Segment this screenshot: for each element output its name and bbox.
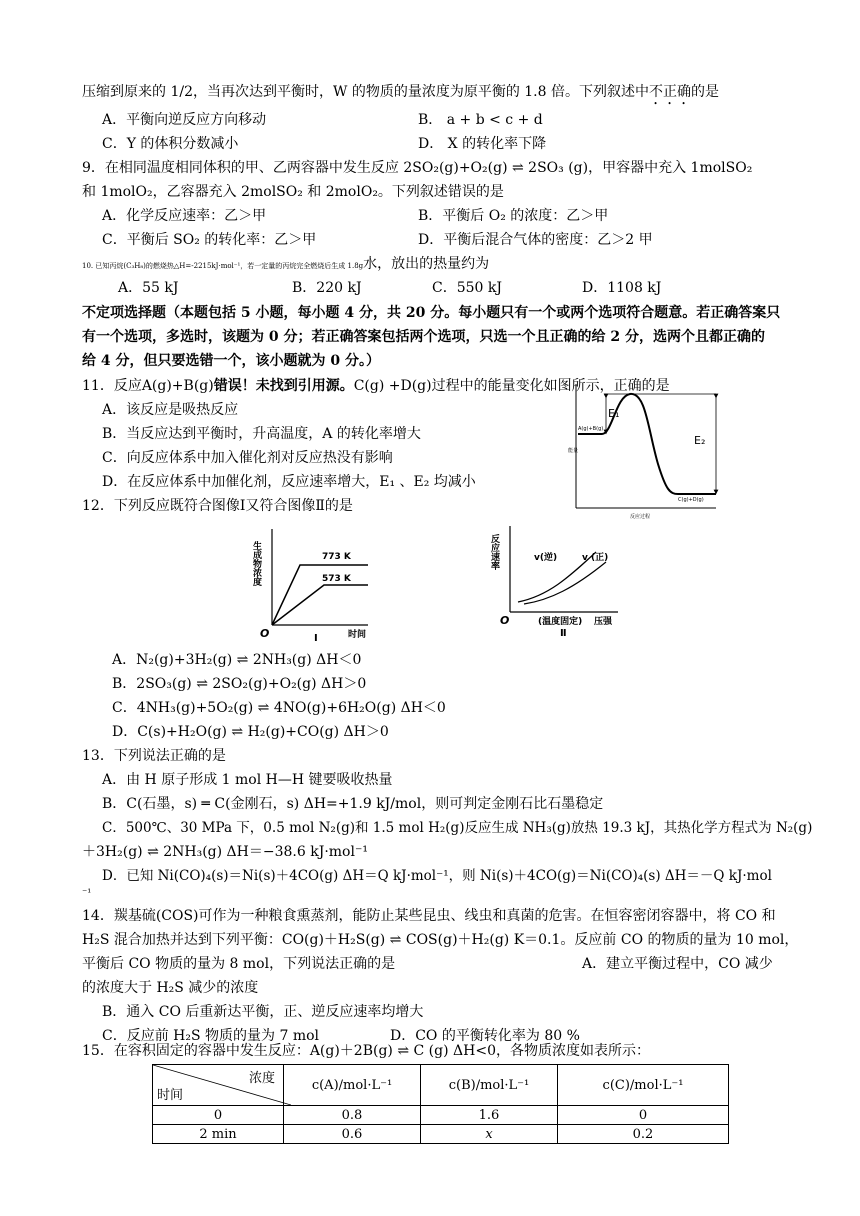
product-label: C(g)+D(g) <box>678 497 704 503</box>
q13-option-b: B．C(石墨，s) ═ C(金刚石，s) ΔH=+1.9 kJ/mol，则可判定金刚石比石墨稳定 <box>102 796 604 812</box>
q9-line1: 9．在相同温度相同体积的甲、乙两容器中发生反应 2SO₂(g)+O₂(g) ⇌ 2SO₃ (g)，甲容器中充入 1molSO₂ <box>82 160 753 176</box>
table-row <box>153 1106 729 1125</box>
q12-option-d: D．C(s)+H₂O(g) ⇌ H₂(g)+CO(g) ΔH＞0 <box>112 724 389 740</box>
q9-line2: 和 1molO₂，乙容器充入 2molSO₂ 和 2molO₂。下列叙述错误的是 <box>82 184 504 200</box>
table-header: c(C)/mol·L⁻¹ <box>558 1065 729 1106</box>
q8-option-b: B． a + b < c + d <box>418 112 543 128</box>
q8-option-a: A．平衡向逆反应方向移动 <box>102 112 267 128</box>
table-cell: 1.6 <box>421 1106 558 1125</box>
graph2-xlabel: 压强 <box>594 617 613 627</box>
q14-line2: H₂S 混合加热并达到下列平衡：CO(g)＋H₂S(g) ⇌ COS(g)＋H₂(g) K＝0.1。反应前 CO 的物质的量为 10 mol， <box>82 932 799 948</box>
table-header: c(A)/mol·L⁻¹ <box>284 1065 421 1106</box>
q8-option-d: D． X 的转化率下降 <box>418 136 547 152</box>
graph1-xlabel: 时间 <box>348 630 367 640</box>
q14-option-b: B．通入 CO 后重新达平衡，正、逆反应速率均增大 <box>102 1004 424 1020</box>
q13-stem: 13．下列说法正确的是 <box>82 748 226 764</box>
graph2-ylabel: 反应速率 <box>489 534 499 570</box>
table-cell: 2 min <box>153 1125 284 1144</box>
q8-option-c: C．Y 的体积分数减小 <box>102 136 239 152</box>
table-header: c(B)/mol·L⁻¹ <box>421 1065 558 1106</box>
q13-option-a: A．由 H 原子形成 1 mol H—H 键要吸收热量 <box>102 772 393 788</box>
corner-top-label: 浓度 <box>248 1071 275 1086</box>
graph2-condition: (温度固定) <box>538 617 583 627</box>
energy-diagram <box>566 380 726 520</box>
section-line2: 有一个选项，多选时，该题为 0 分；若正确答案包括两个选项，只选一个且正确的给 2 分，选两个且都正确的 <box>82 329 765 345</box>
q11-option-a: A．该反应是吸热反应 <box>102 402 239 418</box>
graph2-numeral: Ⅱ <box>560 628 567 639</box>
q11-option-d: D．在反应体系中加催化剂，反应速率增大，E₁ 、E₂ 均减小 <box>102 474 476 490</box>
q14-line4: 的浓度大于 H₂S 减少的浓度 <box>82 980 259 996</box>
graph2-forward-label: v (正) <box>582 553 609 563</box>
corner-bottom-label: 时间 <box>157 1088 184 1103</box>
q9-option-c: C．平衡后 SO₂ 的转化率：乙＞甲 <box>102 232 317 248</box>
diagram-ylabel: 能量 <box>568 448 579 454</box>
q13-option-d-line2: ⁻¹ <box>82 888 92 899</box>
q9-option-d: D．平衡后混合气体的密度：乙＞2 甲 <box>418 232 653 248</box>
table-cell: 0 <box>153 1106 284 1125</box>
graph1-ylabel: 生成物浓度 <box>251 541 261 586</box>
q10-option-b: B．220 kJ <box>292 280 362 296</box>
q15-stem: 15．在容积固定的容器中发生反应：A(g)＋2B(g) ⇌ C (g) ΔH<0，各物质浓度如表所示： <box>82 1043 650 1059</box>
q14-option-c: C．反应前 H₂S 物质的量为 7 mol <box>102 1028 320 1044</box>
q14-line1: 14．羰基硫(COS)可作为一种粮食熏蒸剂，能防止某些昆虫、线虫和真菌的危害。在恒容密闭容器中，将 CO 和 <box>82 908 776 924</box>
e2-label: E₂ <box>694 434 706 447</box>
table-row <box>153 1125 729 1144</box>
q12-option-a: A．N₂(g)+3H₂(g) ⇌ 2NH₃(g) ΔH＜0 <box>112 652 362 668</box>
table-cell: 0.8 <box>284 1106 421 1125</box>
q14-option-a: A．建立平衡过程中，CO 减少 <box>582 956 773 972</box>
q13-option-d-line1: D．已知 Ni(CO)₄(s)＝Ni(s)＋4CO(g) ΔH＝Q kJ·mol⁻¹，则 Ni(s)＋4CO(g)＝Ni(CO)₄(s) ΔH＝－Q kJ·mol <box>102 868 772 884</box>
section-line3: 给 4 分，但只要选错一个，该小题就为 0 分。） <box>82 353 380 369</box>
table-corner-cell <box>153 1065 284 1106</box>
reactant-label: A(g)+B(g) <box>578 426 604 432</box>
graph1-origin: O <box>260 627 270 640</box>
table-cell: 0.6 <box>284 1125 421 1144</box>
q10-option-d: D．1108 kJ <box>582 280 662 296</box>
q13-option-c-line2: ＋3H₂(g) ⇌ 2NH₃(g) ΔH＝−38.6 kJ·mol⁻¹ <box>82 844 368 860</box>
q12-option-c: C．4NH₃(g)+5O₂(g) ⇌ 4NO(g)+6H₂O(g) ΔH＜0 <box>112 700 446 716</box>
q10-option-a: A．55 kJ <box>118 280 179 296</box>
diagram-xlabel: 反应过程 <box>630 514 651 520</box>
q11-stem: 11．反应A(g)+B(g)错误！未找到引用源。C(g) +D(g)过程中的能量变化如图所示，正确的是 <box>82 378 670 394</box>
q13-option-c-line1: C．500℃、30 MPa 下，0.5 mol N₂(g)和 1.5 mol H₂(g)反应生成 NH₃(g)放热 19.3 kJ，其热化学方程式为 N₂(g) <box>102 820 813 836</box>
table-cell: x <box>421 1125 558 1144</box>
graph2-reverse-label: v(逆) <box>534 553 558 563</box>
q14-option-d: D．CO 的平衡转化率为 80 % <box>390 1028 580 1044</box>
q12-option-b: B．2SO₃(g) ⇌ 2SO₂(g)+O₂(g) ΔH＞0 <box>112 676 367 692</box>
q8-stem: 压缩到原来的 1/2，当再次达到平衡时，W 的物质的量浓度为原平衡的 1.8 倍。下列叙述中不正确的是 <box>82 84 719 100</box>
e1-label: E₁ <box>608 407 620 420</box>
q12-stem: 12．下列反应既符合图像Ⅰ又符合图像Ⅱ的是 <box>82 498 353 514</box>
graph1-numeral: Ⅰ <box>314 633 318 643</box>
table-cell: 0.2 <box>558 1125 729 1144</box>
concentration-table <box>152 1064 729 1144</box>
q10-option-c: C．550 kJ <box>432 280 502 296</box>
graph1-label-773: 773 K <box>322 552 351 562</box>
q10-stem: 10. 已知丙烷(C₃H₈)的燃烧热△H=-2215kJ·mol⁻¹，若一定量的丙烷完全燃烧后生成 1.8g水，放出的热量约为 <box>82 256 490 272</box>
table-cell: 0 <box>558 1106 729 1125</box>
graph2-origin: O <box>500 614 510 627</box>
graph1-label-573: 573 K <box>322 574 351 584</box>
graph-one <box>250 525 400 643</box>
q11-option-b: B．当反应达到平衡时，升高温度，A 的转化率增大 <box>102 426 421 442</box>
graph-two <box>488 522 648 640</box>
section-line1: 不定项选择题（本题包括 5 小题，每小题 4 分，共 20 分。每小题只有一个或两个选项符合题意。若正确答案只 <box>82 305 781 321</box>
q11-option-c: C．向反应体系中加入催化剂对反应热没有影响 <box>102 450 393 466</box>
q9-option-b: B．平衡后 O₂ 的浓度：乙＞甲 <box>418 208 609 224</box>
q14-line3: 平衡后 CO 物质的量为 8 mol，下列说法正确的是 <box>82 956 396 972</box>
q9-option-a: A．化学反应速率：乙＞甲 <box>102 208 267 224</box>
